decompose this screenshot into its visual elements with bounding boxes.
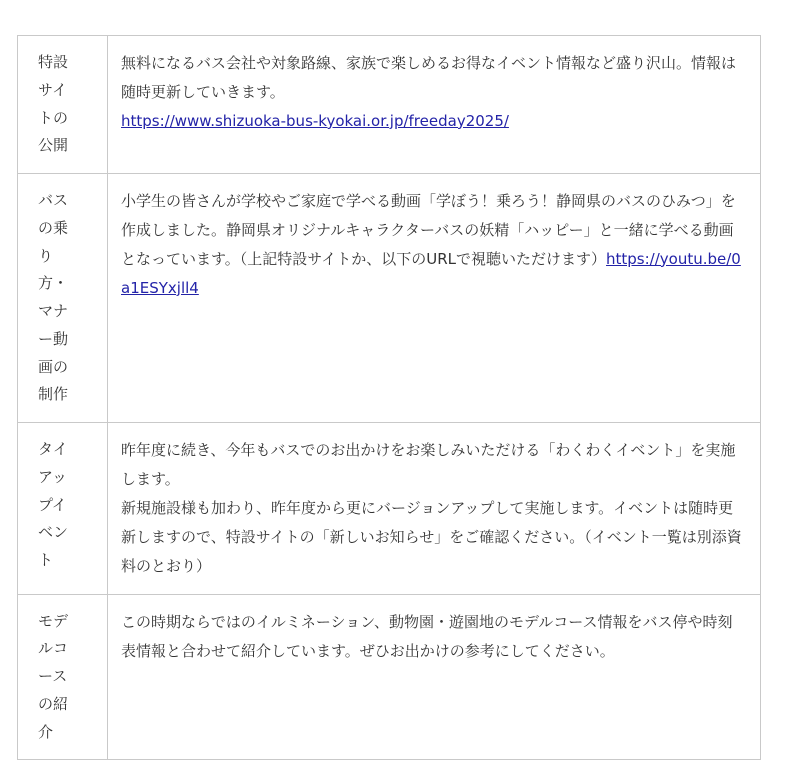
row-label-cell [18, 36, 108, 174]
row-content-cell [108, 174, 761, 423]
row-label-cell [18, 174, 108, 423]
content-text: この時期ならではのイルミネーション、動物園・遊園地のモデルコース情報をバス停や時刻表情報と合わせて紹介しています。ぜひお出かけの参考にしてください。 [121, 612, 733, 660]
table-row [18, 423, 761, 595]
content-text: 小学生の皆さんが学校やご家庭で学べる動画「学ぼう！乗ろう！静岡県のバスのひみつ」を作成しました。静岡県オリジナルキャラクターバスの妖精「ハッピー」と一緒に学べる動画となっています。（上記特設サイトか、以下のURLで視聴いただけます） [121, 192, 736, 268]
youtube-video-link[interactable]: https://youtu.be/0a1ESYxjll4 [121, 249, 741, 297]
table-row [18, 174, 761, 423]
content-text: 昨年度に続き、今年もバスでのお出かけをお楽しみいただける「わくわくイベント」を実施します。 [121, 441, 736, 488]
row-content-cell [108, 594, 761, 760]
table-row [18, 594, 761, 760]
row-label-cell [18, 423, 108, 595]
content-text: 無料になるバス会社や対象路線、家族で楽しめるお得なイベント情報など盛り沢山。情報は随時更新していきます。 [121, 54, 737, 101]
row-label: モデルコースの紹介 [38, 611, 69, 741]
row-label: 特設サイトの公開 [38, 53, 69, 155]
info-table [17, 35, 761, 760]
content-text: 新規施設様も加わり、昨年度から更にバージョンアップして実施します。イベントは随時更新しますので、特設サイトの「新しいお知らせ」をご確認ください。（イベント一覧は別添資料のとおり） [121, 498, 742, 575]
freeday-site-link[interactable]: https://www.shizuoka-bus-kyokai.or.jp/freeday2025/ [121, 111, 509, 130]
table-row [18, 36, 761, 174]
row-label: バスの乗り方・マナー動画の制作 [38, 191, 69, 404]
document-page [17, 35, 761, 760]
row-label: タイアップイベント [38, 440, 69, 569]
info-table-body [18, 36, 761, 760]
row-content-cell [108, 36, 761, 174]
row-label-cell [18, 594, 108, 760]
row-content-cell [108, 423, 761, 595]
